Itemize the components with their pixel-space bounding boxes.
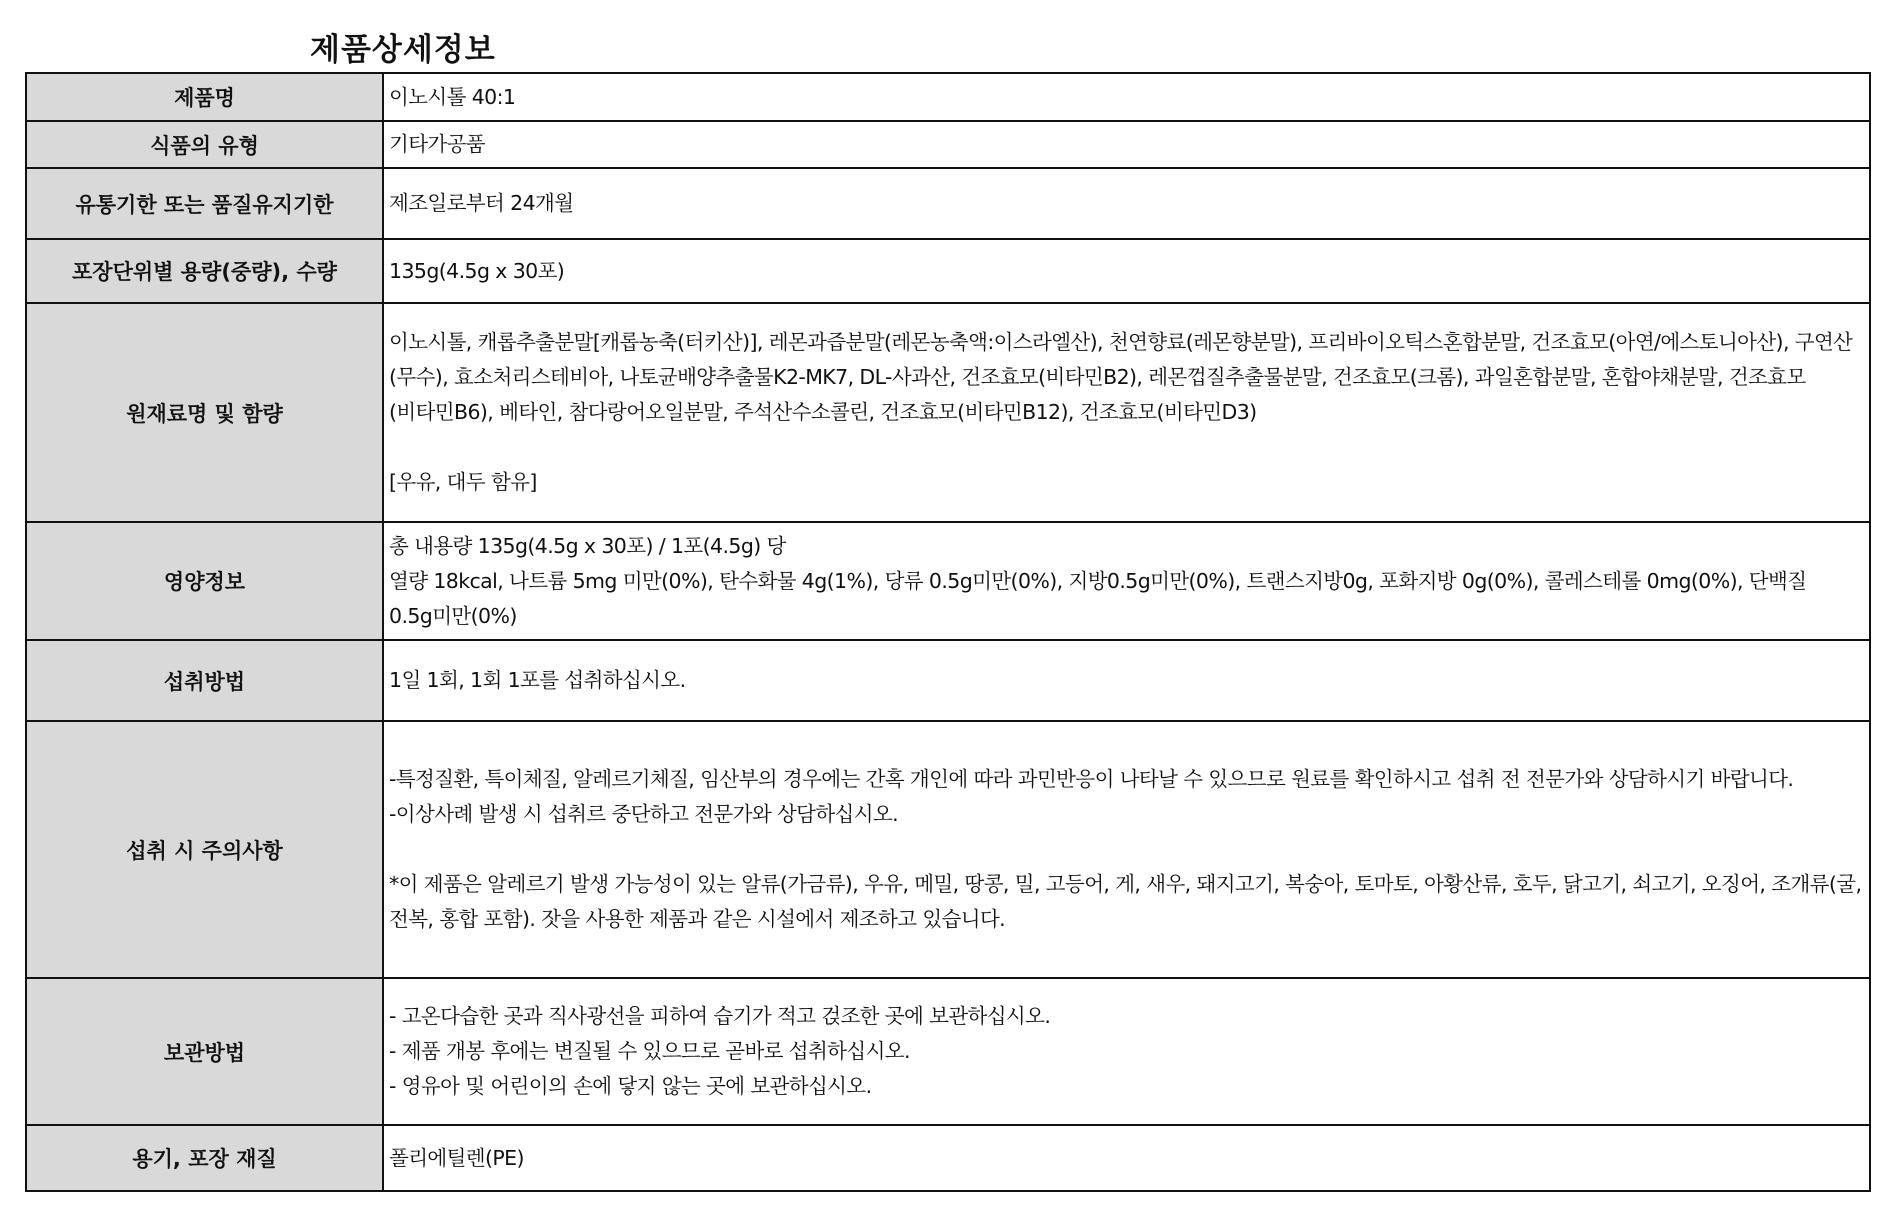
- row-label: 식품의 유형: [26, 121, 383, 168]
- row-label: 섭취방법: [26, 640, 383, 721]
- table-row-packaging-material: [26, 1125, 1870, 1191]
- table-row-expiry: [26, 168, 1870, 239]
- row-label: 원재료명 및 함량: [26, 303, 383, 522]
- product-detail-table: [25, 72, 1871, 1192]
- value-line: [389, 832, 1863, 867]
- table-row-ingredients: [26, 303, 1870, 522]
- value-line: 135g(4.5g x 30포): [389, 258, 565, 283]
- value-line: 이노시톨 40:1: [389, 84, 516, 109]
- table-row-food-type: [26, 121, 1870, 168]
- row-label: 제품명: [26, 73, 383, 121]
- value-line: -특정질환, 특이체질, 알레르기체질, 임산부의 경우에는 간혹 개인에 따라 과민반응이 나타날 수 있으므로 원료를 확인하시고 섭취 전 전문가와 상담하시기 바랍니다.: [389, 767, 1794, 791]
- row-label: 유통기한 또는 품질유지기한: [26, 168, 383, 239]
- value-line: 제조일로부터 24개월: [389, 191, 574, 215]
- row-value: [383, 73, 1870, 121]
- value-line: 이노시톨, 캐롭추출분말[캐롭농축(터키산)], 레몬과즙분말(레몬농축액:이스라엘산), 천연향료(레몬향분말), 프리바이오틱스혼합분말, 건조효모(아연/에스토니아산), 구연산(무수), 효소처리스테비아, 나토균배양추출물K2-MK7, DL-사과산, 건조효모(비타민B2), 레몬껍질추출물분말, 건조효모(크롬), 과일혼합분말, 혼합야채분말, 건조효모(비타민B6), 베타인, 참다랑어오일분말, 주석산수소콜린, 건조효모(비타민B12), 건조효모(비타민D3): [389, 330, 1853, 424]
- value-line: 열량 18kcal, 나트륨 5mg 미만(0%), 탄수화물 4g(1%), 당류 0.5g미만(0%), 지방0.5g미만(0%), 트랜스지방0g, 포화지방 0g(0%), 콜레스테롤 0mg(0%), 단백질 0.5g미만(0%): [389, 568, 1807, 628]
- table-row-nutrition: [26, 522, 1870, 640]
- value-line: - 제품 개봉 후에는 변질될 수 있으므로 곧바로 섭취하십시오.: [389, 1039, 910, 1063]
- row-label: 용기, 포장 재질: [26, 1125, 383, 1191]
- row-value: [383, 721, 1870, 978]
- row-value: [383, 303, 1870, 522]
- table-row-intake-method: [26, 640, 1870, 721]
- row-label: 영양정보: [26, 522, 383, 640]
- value-line: - 고온다습한 곳과 직사광선을 피하여 습기가 적고 걵조한 곳에 보관하십시오.: [389, 1004, 1051, 1028]
- row-value: [383, 522, 1870, 640]
- value-line: [389, 430, 1863, 465]
- value-line: 총 내용량 135g(4.5g x 30포) / 1포(4.5g) 당: [389, 533, 786, 558]
- row-label: 보관방법: [26, 978, 383, 1125]
- row-value: [383, 640, 1870, 721]
- row-value: [383, 168, 1870, 239]
- value-line: *이 제품은 알레르기 발생 가능성이 있는 알류(가금류), 우유, 메밀, 땅콩, 밀, 고등어, 게, 새우, 돼지고기, 복숭아, 토마토, 아황산류, 호두, 닭고기, 쇠고기, 오징어, 조개류(굴, 전복, 홍합 포함). 잣을 사용한 제품과 같은 시설에서 제조하고 있습니다.: [389, 872, 1862, 931]
- table-row-package-quantity: [26, 239, 1870, 303]
- page-title: 제품상세정보: [310, 32, 496, 68]
- row-value: [383, 1125, 1870, 1191]
- row-value: [383, 239, 1870, 303]
- row-label: 포장단위별 용량(중량), 수량: [26, 239, 383, 303]
- row-label: 섭취 시 주의사항: [26, 721, 383, 978]
- table-row-product-name: [26, 73, 1870, 121]
- value-line: -이상사례 발생 시 섭취르 중단하고 전문가와 상담하십시오.: [389, 802, 899, 826]
- value-line: 폴리에틸렌(PE): [389, 1145, 524, 1170]
- row-value: [383, 978, 1870, 1125]
- row-value: [383, 121, 1870, 168]
- table-row-precautions: [26, 721, 1870, 978]
- value-line: - 영유아 및 어린이의 손에 닿지 않는 곳에 보관하십시오.: [389, 1074, 872, 1098]
- value-line: [우유, 대두 함유]: [389, 470, 537, 494]
- value-line: 기타가공품: [389, 132, 486, 156]
- table-row-storage: [26, 978, 1870, 1125]
- value-line: 1일 1회, 1회 1포를 섭취하십시오.: [389, 668, 686, 692]
